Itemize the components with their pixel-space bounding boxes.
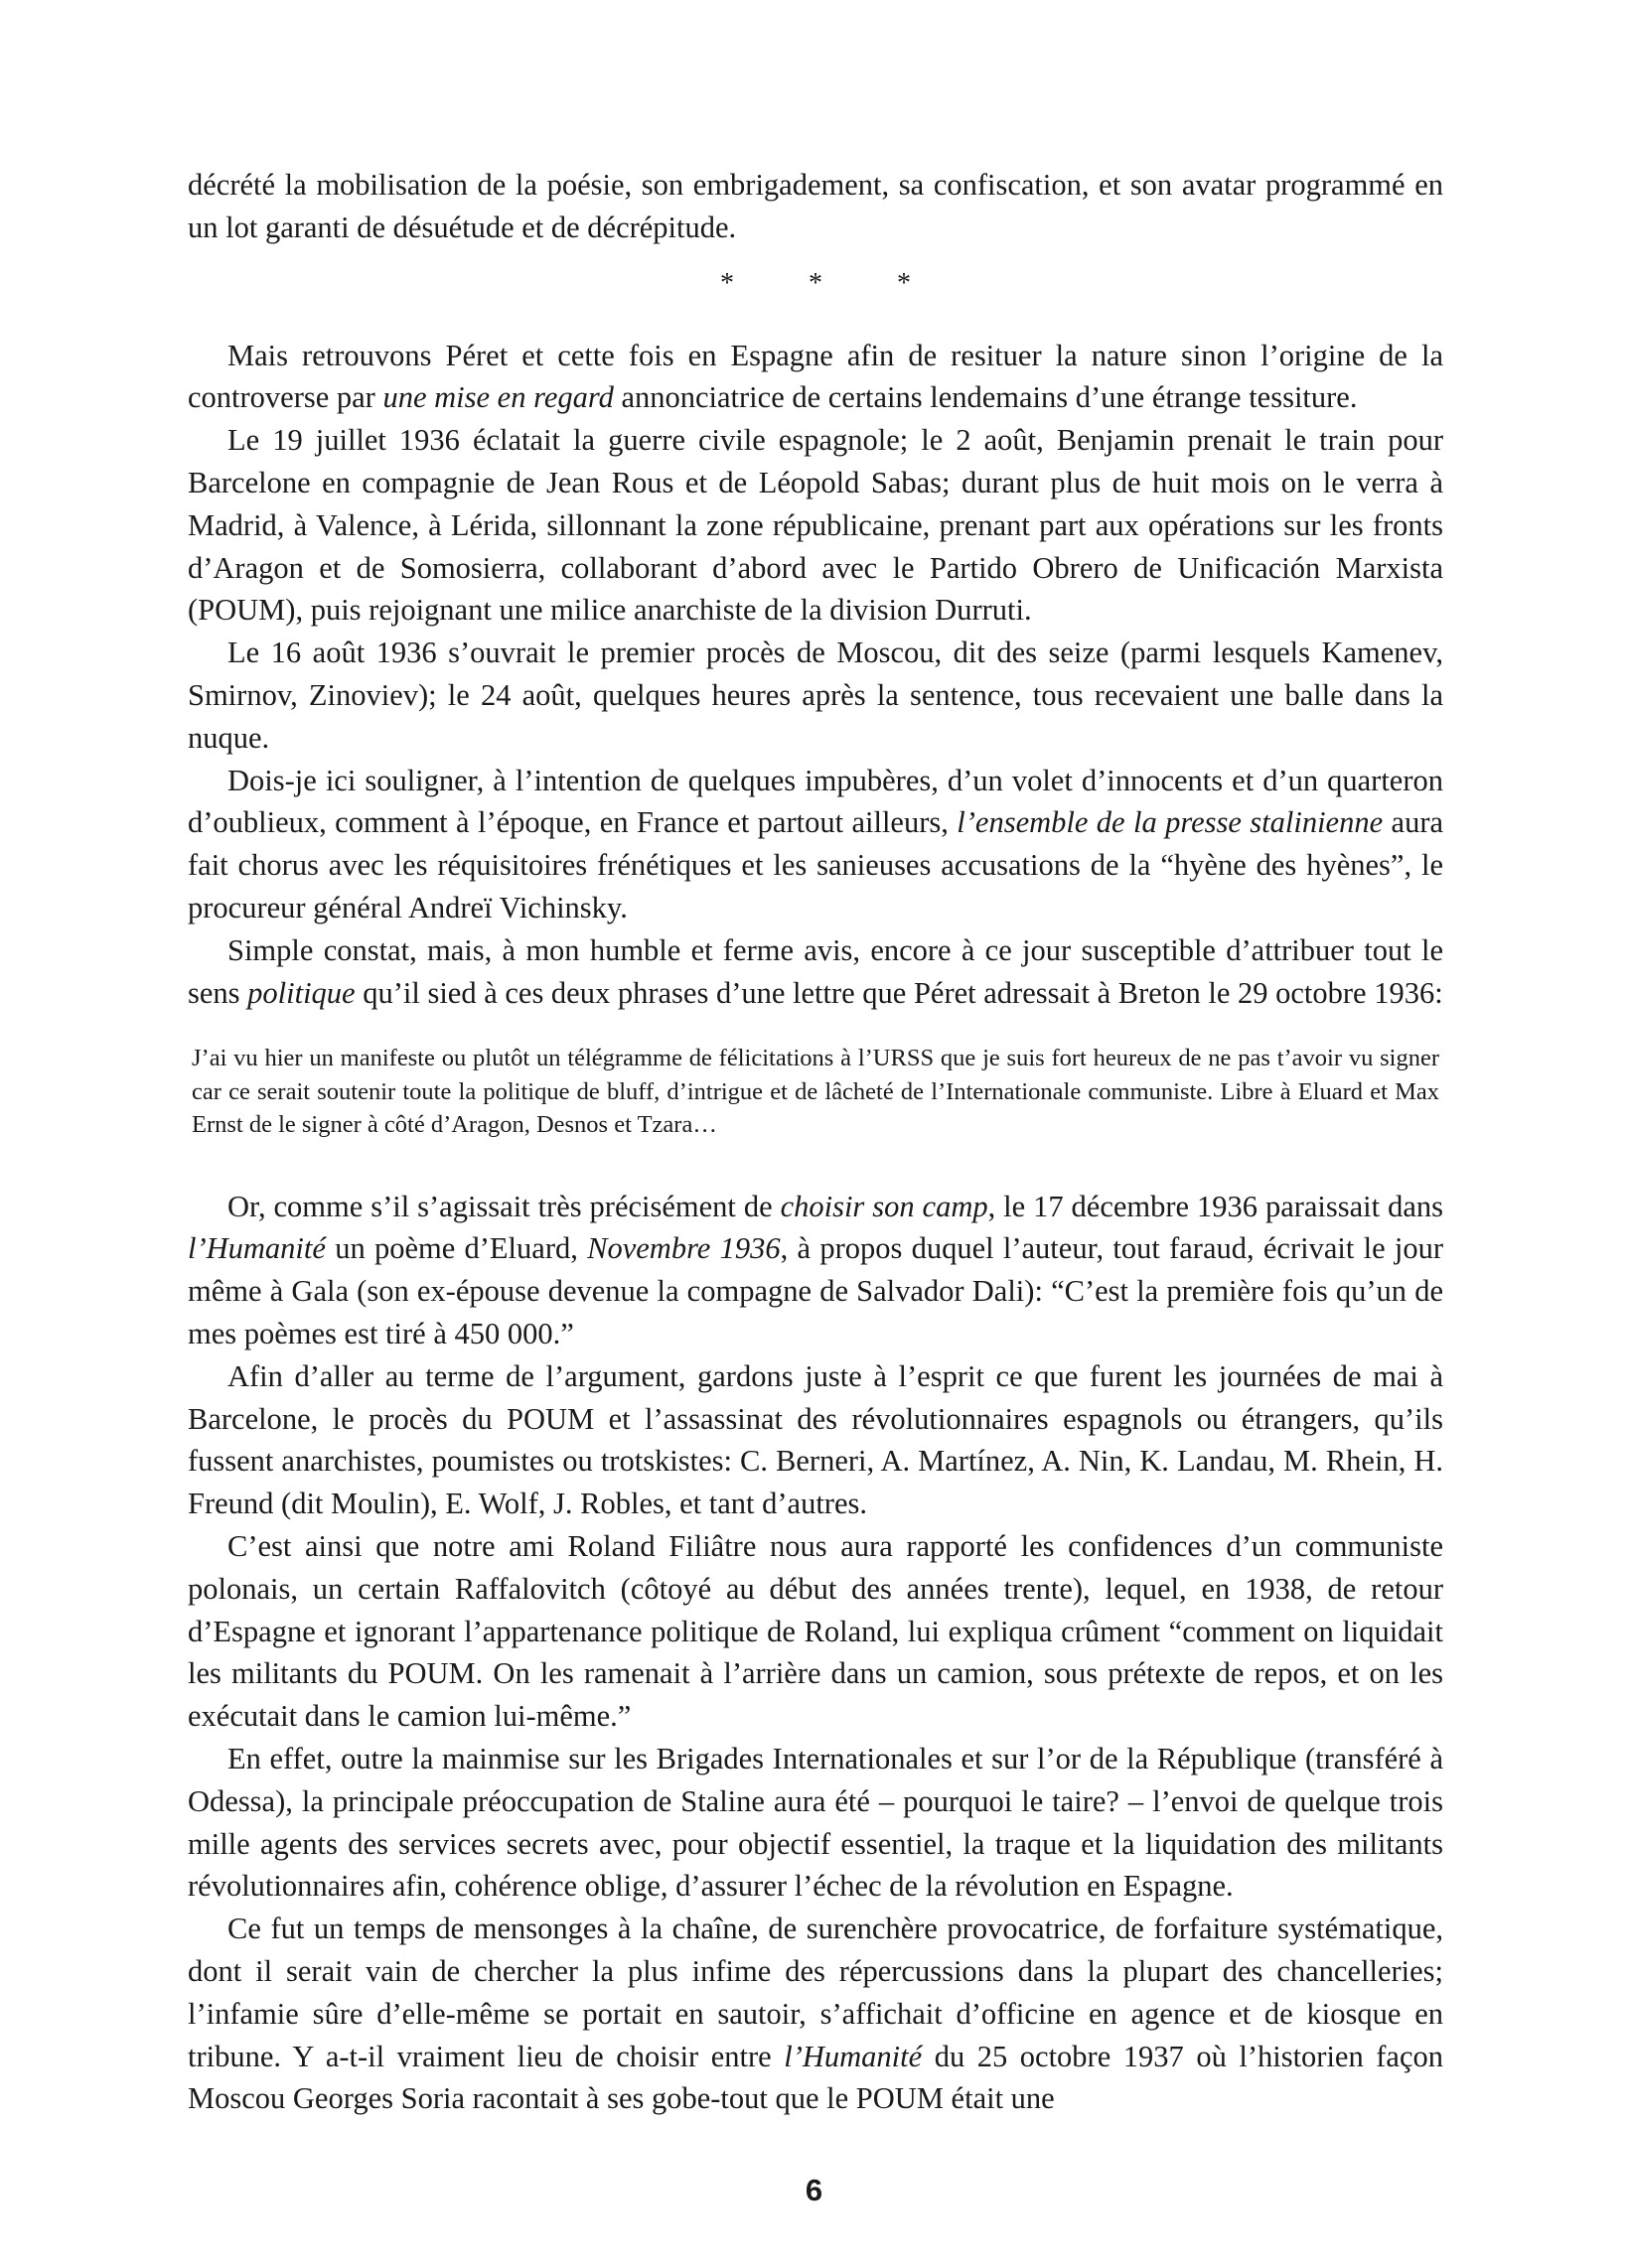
emphasis: l’ensemble de la presse stalinienne	[957, 805, 1384, 840]
emphasis: Novembre 1936	[587, 1231, 781, 1266]
emphasis: l’Humanité	[188, 1231, 326, 1266]
paragraph-10: Ce fut un temps de mensonges à la chaîne, de surenchère provocatrice, de forfaiture systématique, dont il serait vain de chercher la plus infime des répercussions dans la plupart des chancelleries; l’infamie sûre d’elle-même se portait en sautoir, s’affichait d’officine en agence et de kiosque en tribune. Y a-t-il vraiment lieu de choisir entre l’Humanité du 25 octobre 1937 où l’historien façon Moscou Georges Soria racontait à ses gobe-tout que le POUM était une	[188, 1912, 1443, 2116]
opening-paragraph: décrété la mobilisation de la poésie, son embrigadement, sa confiscation, et son avatar programmé en un lot garanti de désuétude et de décrépitude.	[188, 168, 1443, 244]
emphasis: choisir son camp	[780, 1189, 988, 1223]
block-quote: J’ai vu hier un manifeste ou plutôt un télégramme de félicitations à l’URSS que je suis fort heureux de ne pas t’avoir vu signer car ce serait soutenir toute la politique de bluff, d’intrigue et de lâcheté de l’Internationale communiste. Libre à Eluard et Max Ernst de le signer à côté d’Aragon, Desnos et Tzara…	[192, 1045, 1439, 1139]
section-separator: * * *	[720, 267, 945, 299]
paragraph-6: Or, comme s’il s’agissait très précisément de choisir son camp, le 17 décembre 1936 paraissait dans l’Humanité un poème d’Eluard, Novembre 1936, à propos duquel l’auteur, tout faraud, écrivait le jour même à Gala (son ex-épouse devenue la compagne de Salvador Dali): “C’est la première fois qu’un de mes poèmes est tiré à 450 000.”	[188, 1189, 1443, 1350]
paragraph-5: Simple constat, mais, à mon humble et ferme avis, encore à ce jour susceptible d’attribuer tout le sens politique qu’il sied à ces deux phrases d’une lettre que Péret adressait à Breton le 29 octobre 1936:	[188, 932, 1443, 1010]
paragraph-1: Mais retrouvons Péret et cette fois en Espagne afin de resituer la nature sinon l’origine de la controverse par une mise en regard annonciatrice de certains lendemains d’une étrange tessiture.	[188, 338, 1443, 415]
emphasis: l’Humanité	[784, 2039, 923, 2073]
paragraph-7: Afin d’aller au terme de l’argument, gardons juste à l’esprit ce que furent les journées de mai à Barcelone, le procès du POUM et l’assassinat des révolutionnaires espagnols ou étrangers, qu’ils fussent anarchistes, poumistes ou trotskistes: C. Berneri, A. Martínez, A. Nin, K. Landau, M. Rhein, H. Freund (dit Moulin), E. Wolf, J. Robles, et tant d’autres.	[188, 1358, 1443, 1521]
page-body	[188, 164, 1443, 2120]
page-number: 6	[805, 2173, 823, 2207]
paragraph-8: C’est ainsi que notre ami Roland Filiâtre nous aura rapporté les confidences d’un communiste polonais, un certain Raffalovitch (côtoyé au début des années trente), lequel, en 1938, de retour d’Espagne et ignorant l’appartenance politique de Roland, lui expliqua crûment “comment on liquidait les militants du POUM. On les ramenait à l’arrière dans un camion, sous prétexte de repos, et on les exécutait dans le camion lui-même.”	[188, 1528, 1443, 1734]
paragraph-9: En effet, outre la mainmise sur les Brigades Internationales et sur l’or de la République (transféré à Odessa), la principale préoccupation de Staline aura été – pourquoi le taire? – l’envoi de quelque trois mille agents des services secrets avec, pour objectif essentiel, la traque et la liquidation des militants révolutionnaires afin, cohérence oblige, d’assurer l’échec de la révolution en Espagne.	[188, 1741, 1443, 1904]
emphasis: politique	[247, 975, 356, 1010]
paragraph-4: Dois-je ici souligner, à l’intention de quelques impubères, d’un volet d’innocents et d’un quarteron d’oublieux, comment à l’époque, en France et partout ailleurs, l’ensemble de la presse stalinienne aura fait chorus avec les réquisitoires frénétiques et les sanieuses accusations de la “hyène des hyènes”, le procureur général Andreï Vichinsky.	[188, 763, 1444, 924]
paragraph-3: Le 16 août 1936 s’ouvrait le premier procès de Moscou, dit des seize (parmi lesquels Kamenev, Smirnov, Zinoviev); le 24 août, quelques heures après la sentence, tous recevaient une balle dans la nuque.	[188, 636, 1443, 755]
emphasis: une mise en regard	[382, 380, 614, 415]
paragraph-2: Le 19 juillet 1936 éclatait la guerre civile espagnole; le 2 août, Benjamin prenait le train pour Barcelone en compagnie de Jean Rous et de Léopold Sabas; durant plus de huit mois on le verra à Madrid, à Valence, à Lérida, sillonnant la zone républicaine, prenant part aux opérations sur les fronts d’Aragon et de Somosierra, collaborant d’abord avec le Partido Obrero de Unificación Marxista (POUM), puis rejoignant une milice anarchiste de la division Durruti.	[188, 423, 1443, 628]
